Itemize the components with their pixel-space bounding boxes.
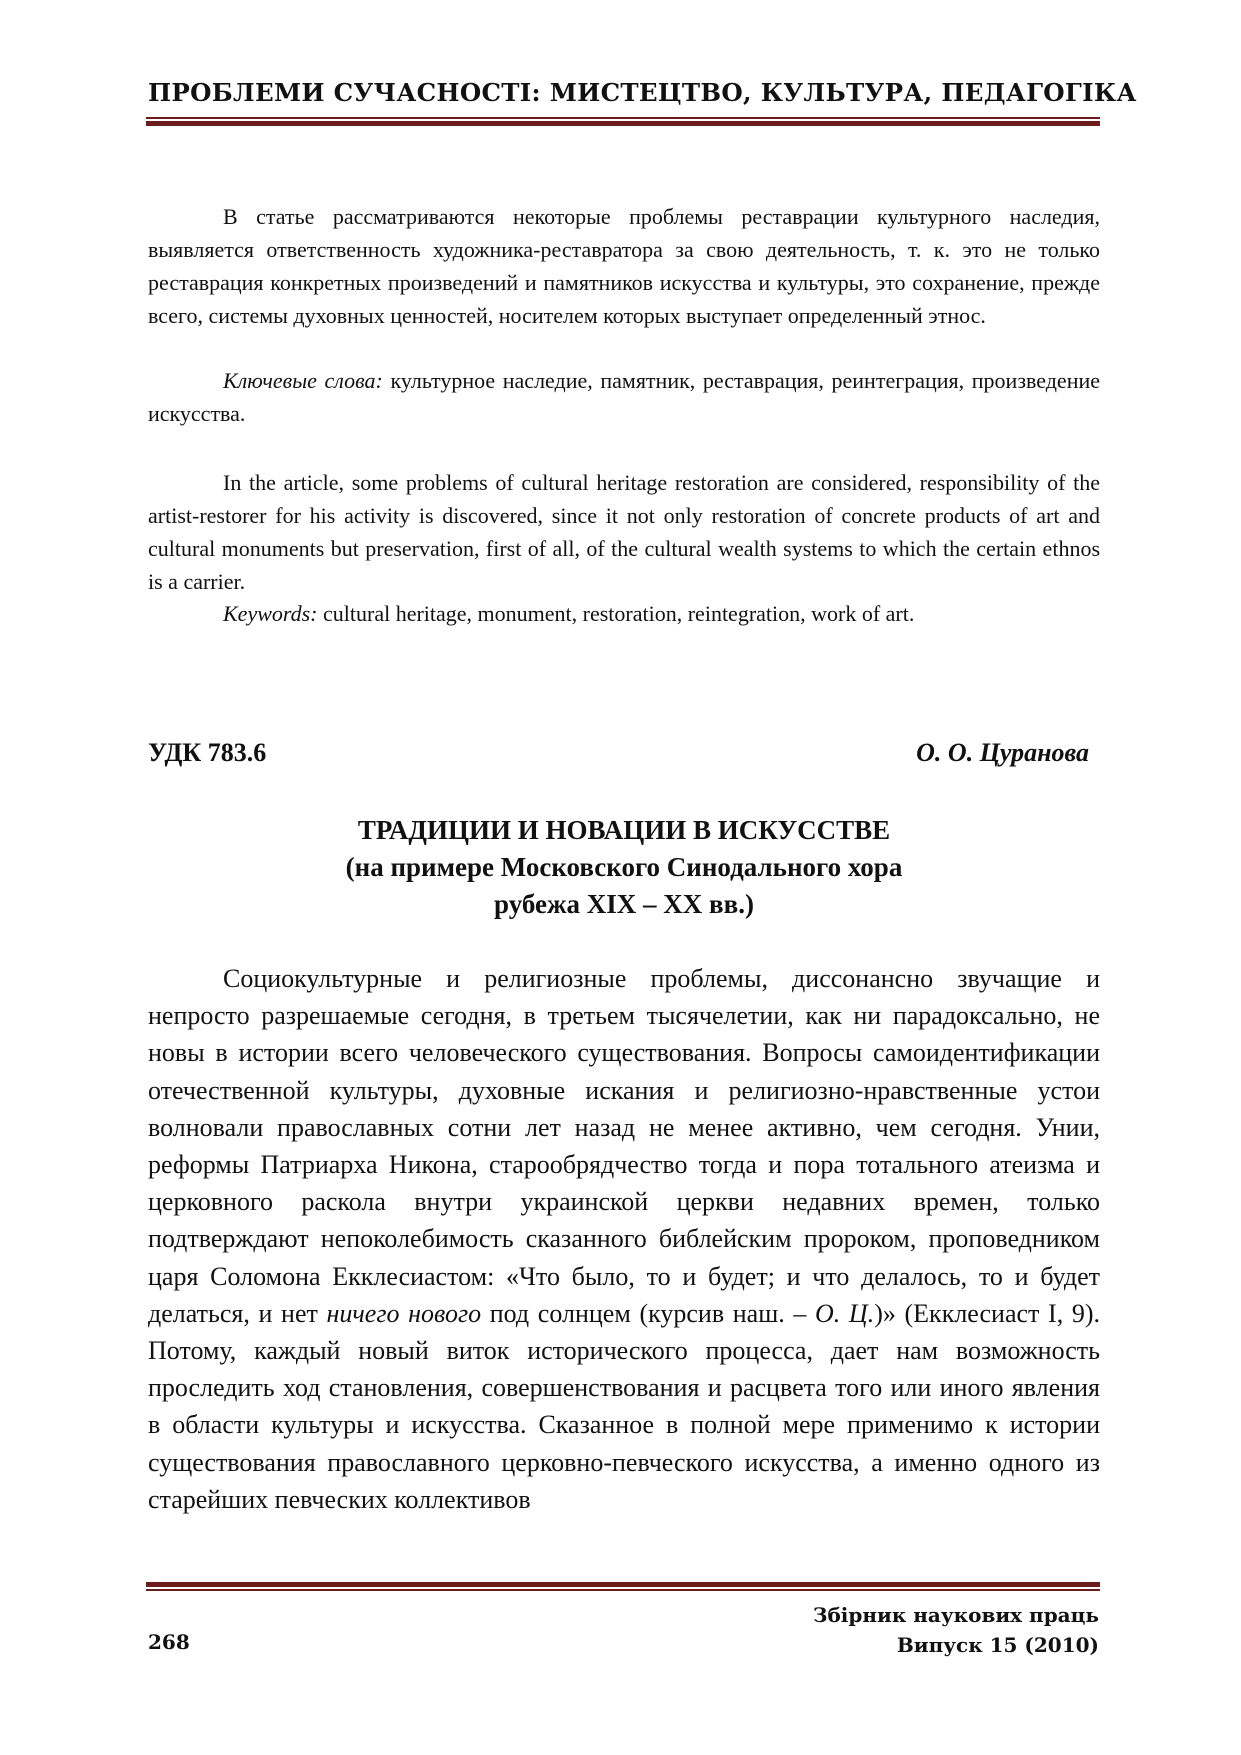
udk-code: УДК 783.6 — [148, 738, 267, 767]
body-italic-2: О. Ц. — [815, 1298, 875, 1328]
body-text-3: )» (Екклесиаст I, 9). Потому, каждый новый виток исторического процесса, дает нам возможность проследить ход становления, совершенствования и расцвета того или иного явления в области культуры и искусства. Сказанное в полной мере применимо к истории существования православного церковно-певческого искусства, а именно одного из старейших певческих коллективов — [148, 1298, 1100, 1514]
abstract-en — [148, 466, 1100, 598]
article-title-line-1: ТРАДИЦИИ И НОВАЦИИ В ИСКУССТВЕ — [357, 815, 891, 845]
article-body — [148, 960, 1100, 1518]
abstract-ru — [148, 200, 1100, 332]
body-text-1: Социокультурные и религиозные проблемы, диссонансно звучащие и непросто разрешаемые сегодня, в третьем тысячелетии, как ни парадоксально, не новы в истории всего человеческого существования. Вопросы самоидентификации отечественной культуры, духовные искания и религиозно-нравственные устои волновали православных сотни лет назад не менее активно, чем сегодня. Унии, реформы Патриарха Никона, старообрядчество тогда и пора тотального атеизма и церковного раскола внутри украинской церкви недавних времен, только подтверждают непоколебимость сказанного библейским пророком, проповедником царя Соломона Екклесиастом: «Что было, то и будет; и что делалось, то и будет делаться, и нет — [148, 964, 1100, 1328]
body-text-2: под солнцем (курсив наш. – — [481, 1298, 816, 1328]
running-header-title: ПРОБЛЕМИ СУЧАСНОСТІ: МИСТЕЦТВО, КУЛЬТУРА, ПЕДАГОГІКА — [148, 78, 1137, 107]
keywords-en — [148, 597, 1100, 630]
page-number: 268 — [148, 1630, 190, 1654]
article-title — [148, 812, 1100, 923]
keywords-en-text: cultural heritage, monument, restoration, reintegration, work of art. — [317, 601, 915, 626]
abstract-ru-text: В статье рассматриваются некоторые проблемы реставрации культурного наследия, выявляется ответственность художника-реставратора за свою деятельность, т. к. это не только реставрация конкретных произведений и памятников искусства и культуры, это сохранение, прежде всего, системы духовных ценностей, носителем которых выступает определенный этнос. — [148, 204, 1100, 328]
body-italic-1: ничего нового — [326, 1298, 482, 1328]
abstract-en-text: In the article, some problems of cultural heritage restoration are considered, responsibility of the artist-restorer for his activity is discovered, since it not only restoration of concrete products of art and cultural monuments but preservation, first of all, of the cultural wealth systems to which the certain ethnos is a carrier. — [148, 470, 1100, 594]
keywords-ru — [148, 364, 1100, 430]
keywords-ru-text: культурное наследие, памятник, реставрация, реинтеграция, произведение искусства. — [148, 368, 1101, 426]
keywords-en-label: Keywords: — [223, 601, 318, 626]
footer-rule — [146, 1582, 1100, 1591]
header-rule — [146, 117, 1100, 126]
article-author: О. О. Цуранова — [916, 738, 1089, 767]
footer-journal-name: Збірник наукових праць — [813, 1603, 1099, 1627]
article-title-line-2: (на примере Московского Синодального хора — [345, 852, 903, 882]
keywords-ru-label: Ключевые слова: — [223, 368, 383, 393]
footer-issue: Випуск 15 (2010) — [896, 1633, 1099, 1657]
article-title-line-3: рубежа XIX – XX вв.) — [494, 889, 754, 919]
footer-journal-info — [813, 1600, 1099, 1660]
